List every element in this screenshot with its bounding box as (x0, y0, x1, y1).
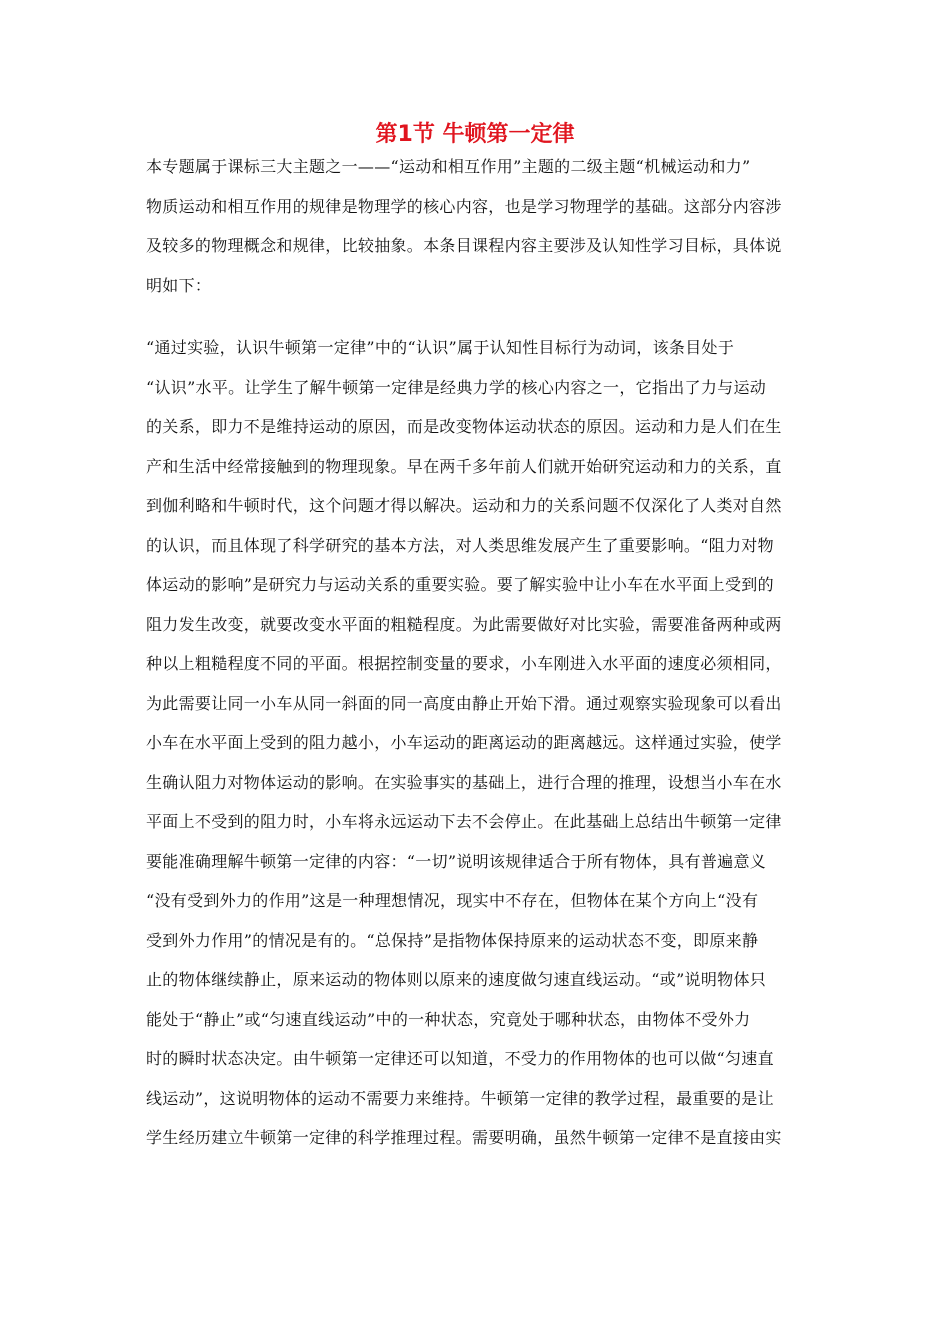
paragraph-line: 到伽利略和牛顿时代，这个问题才得以解决。运动和力的关系问题不仅深化了人类对自然 (146, 496, 782, 515)
page-title: 第1节 牛顿第一定律 (375, 122, 575, 147)
paragraph-line: 生确认阻力对物体运动的影响。在实验事实的基础上，进行合理的推理，设想当小车在水 (146, 772, 782, 792)
paragraph-line: 受到外力作用”的情况是有的。“总保持”是指物体保持原来的运动状态不变，即原来静 (146, 930, 759, 950)
paragraph-line: 止的物体继续静止，原来运动的物体则以原来的速度做匀速直线运动。“或”说明物体只 (146, 970, 767, 989)
paragraph-line: 时的瞬时状态决定。由牛顿第一定律还可以知道，不受力的作用物体的也可以做“匀速直 (146, 1049, 774, 1068)
paragraph-line: 种以上粗糙程度不同的平面。根据控制变量的要求，小车刚进入水平面的速度必须相同， (146, 654, 782, 673)
intro-paragraph (146, 147, 806, 305)
paragraph-line: “通过实验，认识牛顿第一定律”中的“认识”属于认知性目标行为动词，该条目处于 (146, 338, 735, 357)
paragraph-line: 能处于“静止”或“匀速直线运动”中的一种状态，究竟处于哪种状态，由物体不受外力 (146, 1009, 751, 1029)
paragraph-line: “没有受到外力的作用”这是一种理想情况，现实中不存在，但物体在某个方向上“没有 (146, 891, 759, 910)
paragraph-line: 线运动”，这说明物体的运动不需要力来维持。牛顿第一定律的教学过程，最重要的是让 (146, 1088, 774, 1108)
paragraph-line: 平面上不受到的阻力时，小车将永远运动下去不会停止。在此基础上总结出牛顿第一定律 (146, 812, 782, 831)
paragraph-line: “认识”水平。让学生了解牛顿第一定律是经典力学的核心内容之一，它指出了力与运动 (146, 377, 767, 397)
paragraph-line: 本专题属于课标三大主题之一——“运动和相互作用”主题的二级主题“机械运动和力” (146, 157, 751, 176)
paragraph-line: 明如下： (146, 275, 212, 295)
paragraph-line: 及较多的物理概念和规律，比较抽象。本条目课程内容主要涉及认知性学习目标，具体说 (146, 236, 782, 255)
paragraph-line: 产和生活中经常接触到的物理现象。早在两千多年前人们就开始研究运动和力的关系，直 (146, 456, 782, 476)
paragraph-line: 小车在水平面上受到的阻力越小，小车运动的距离运动的距离越远。这样通过实验，使学 (146, 733, 782, 752)
paragraph-line: 要能准确理解牛顿第一定律的内容：“一切”说明该规律适合于所有物体，具有普遍意义 (146, 851, 767, 871)
paragraph-line: 学生经历建立牛顿第一定律的科学推理过程。需要明确，虽然牛顿第一定律不是直接由实 (146, 1128, 782, 1147)
body-paragraph (146, 328, 806, 1158)
paragraph-line: 体运动的影响”是研究力与运动关系的重要实验。要了解实验中让小车在水平面上受到的 (146, 575, 774, 594)
paragraph-line: 物质运动和相互作用的规律是物理学的核心内容，也是学习物理学的基础。这部分内容涉 (146, 196, 782, 216)
paragraph-line: 的认识，而且体现了科学研究的基本方法，对人类思维发展产生了重要影响。“阻力对物 (146, 535, 774, 555)
paragraph-line: 阻力发生改变，就要改变水平面的粗糙程度。为此需要做好对比实验，需要准备两种或两 (146, 614, 782, 634)
paragraph-line: 的关系，即力不是维持运动的原因，而是改变物体运动状态的原因。运动和力是人们在生 (146, 417, 782, 436)
paragraph-line: 为此需要让同一小车从同一斜面的同一高度由静止开始下滑。通过观察实验现象可以看出 (146, 693, 782, 713)
